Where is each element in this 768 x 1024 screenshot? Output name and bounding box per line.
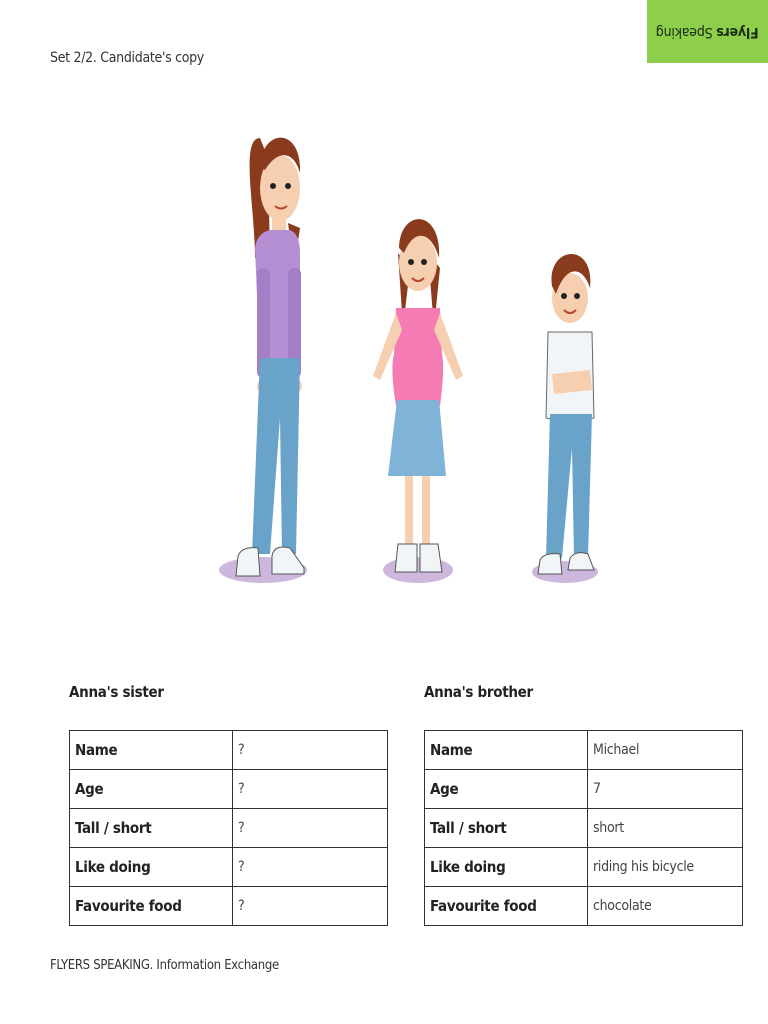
row-label: Like doing <box>425 848 588 887</box>
row-label: Name <box>425 731 588 770</box>
table-row <box>425 848 743 887</box>
row-value: ? <box>233 731 388 770</box>
table-row <box>425 809 743 848</box>
row-value: ? <box>233 887 388 926</box>
row-label: Age <box>425 770 588 809</box>
table-row <box>70 848 388 887</box>
row-value: 7 <box>588 770 743 809</box>
row-value: short <box>588 809 743 848</box>
tall-girl-figure <box>236 138 304 576</box>
table-row <box>70 887 388 926</box>
tag-word: Speaking <box>656 23 713 40</box>
set-label: Set 2/2. Candidate's copy <box>50 50 204 66</box>
row-value: ? <box>233 809 388 848</box>
table-row <box>70 809 388 848</box>
sister-table-heading: Anna's sister <box>69 683 164 701</box>
sister-info-table <box>69 730 388 926</box>
row-value: ? <box>233 848 388 887</box>
shadow-middle <box>383 557 453 583</box>
table-row <box>70 731 388 770</box>
brother-info-table <box>424 730 743 926</box>
table-row <box>425 887 743 926</box>
row-label: Age <box>70 770 233 809</box>
row-label: Favourite food <box>70 887 233 926</box>
middle-girl-figure <box>373 219 463 572</box>
row-value: riding his bicycle <box>588 848 743 887</box>
row-label: Name <box>70 731 233 770</box>
page-footer: FLYERS SPEAKING. Information Exchange <box>50 958 279 973</box>
family-illustration <box>210 118 610 588</box>
table-row <box>70 770 388 809</box>
tag-text <box>656 24 759 40</box>
row-label: Favourite food <box>425 887 588 926</box>
brother-table-heading: Anna's brother <box>424 683 533 701</box>
row-label: Tall / short <box>70 809 233 848</box>
row-label: Like doing <box>70 848 233 887</box>
row-value: Michael <box>588 731 743 770</box>
flyers-speaking-tag <box>647 0 768 63</box>
table-row <box>425 770 743 809</box>
row-label: Tall / short <box>425 809 588 848</box>
row-value: chocolate <box>588 887 743 926</box>
row-value: ? <box>233 770 388 809</box>
tag-bold-word: Flyers <box>716 23 759 40</box>
table-row <box>425 731 743 770</box>
boy-figure <box>538 254 594 574</box>
